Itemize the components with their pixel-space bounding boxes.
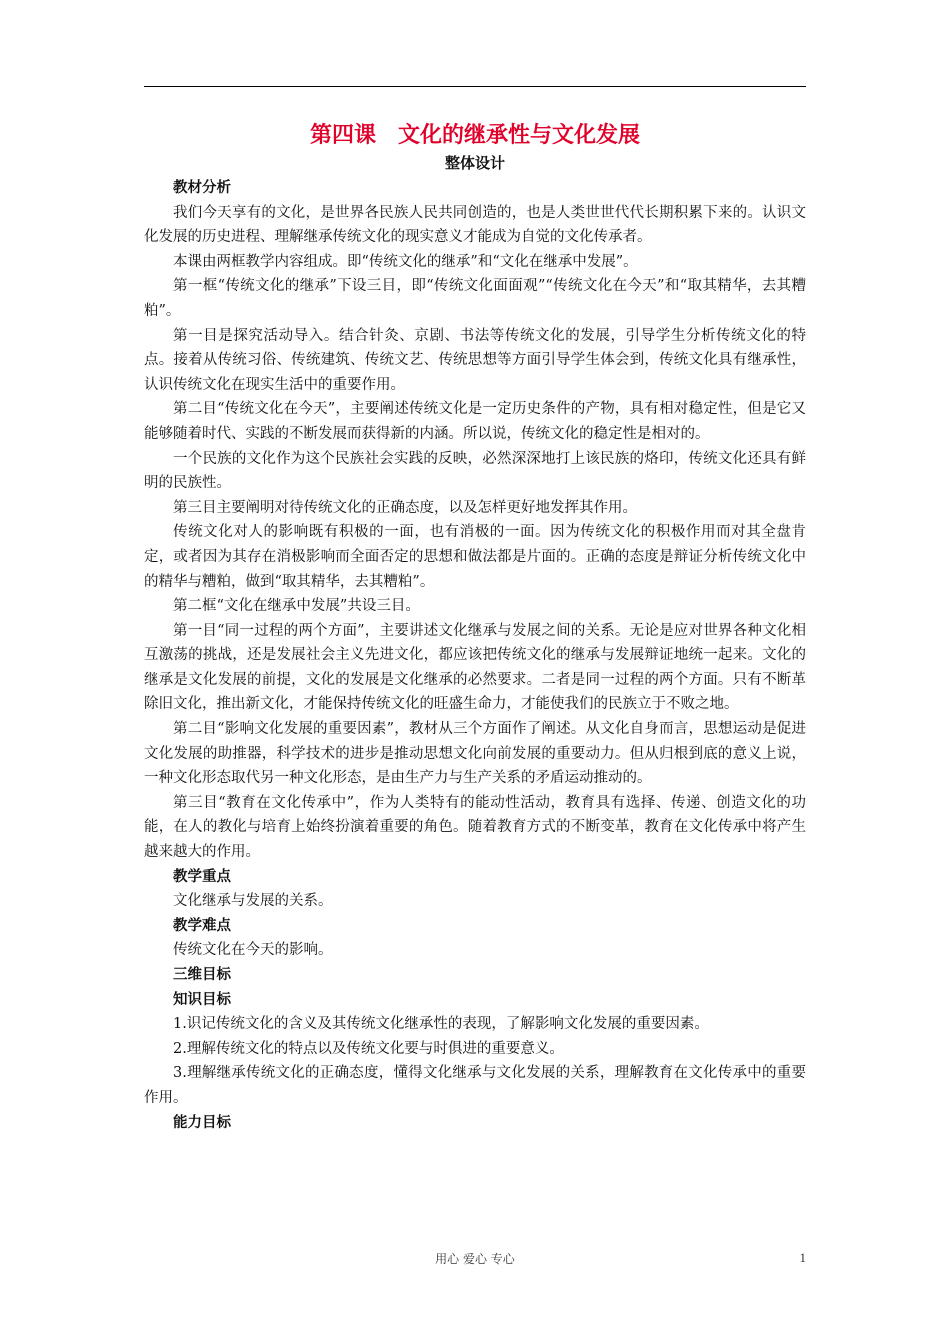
body-paragraph: 传统文化对人的影响既有积极的一面，也有消极的一面。因为传统文化的积极作用而对其全盘肯定，或者因为其存在消极影响而全面否定的思想和做法都是片面的。正确的态度是辩证分析传统文化中的精华与糟粕，做到“取其精华，去其糟粕”。 (144, 524, 806, 590)
body-paragraph: 本课由两框教学内容组成。即“传统文化的继承”和“文化在继承中发展”。 (173, 253, 638, 270)
body-paragraph: 1.识记传统文化的含义及其传统文化继承性的表现，了解影响文化发展的重要因素。 (173, 1016, 709, 1033)
section-heading: 教学难点 (173, 917, 231, 934)
document-body (144, 120, 806, 1135)
body-paragraph: 传统文化在今天的影响。 (173, 942, 333, 959)
lesson-title: 第四课 文化的继承性与文化发展 (309, 123, 640, 148)
body-paragraph: 第三目主要阐明对待传统文化的正确态度，以及怎样更好地发挥其作用。 (173, 499, 637, 516)
body-paragraph: 第二目“影响文化发展的重要因素”，教材从三个方面作了阐述。从文化自身而言，思想运动是促进文化发展的助推器，科学技术的进步是推动思想文化向前发展的重要动力。但从归根到底的意义上说，一种文化形态取代另一种文化形态，是由生产力与生产关系的矛盾运动推动的。 (144, 721, 806, 787)
section-heading: 能力目标 (173, 1114, 231, 1131)
header-rule (144, 86, 806, 87)
body-paragraph: 第一目是探究活动导入。结合针灸、京剧、书法等传统文化的发展，引导学生分析传统文化的特点。接着从传统习俗、传统建筑、传统文艺、传统思想等方面引导学生体会到，传统文化具有继承性，认识传统文化在现实生活中的重要作用。 (144, 327, 806, 393)
body-paragraph: 第三目“教育在文化传承中”，作为人类特有的能动性活动，教育具有选择、传递、创造文化的功能，在人的教化与培育上始终扮演着重要的角色。随着教育方式的不断变革，教育在文化传承中将产生越来越大的作用。 (144, 794, 806, 861)
section-heading: 知识目标 (173, 991, 231, 1008)
section-heading: 教材分析 (173, 180, 231, 196)
body-paragraph: 第一框“传统文化的继承”下设三目，即“传统文化面面观”“传统文化在今天”和“取其精华，去其糟粕”。 (144, 278, 806, 319)
body-paragraph: 我们今天享有的文化，是世界各民族人民共同创造的，也是人类世世代代长期积累下来的。认识文化发展的历史进程、理解继承传统文化的现实意义才能成为自觉的文化传承者。 (144, 204, 806, 246)
body-paragraph: 3.理解继承传统文化的正确态度，懂得文化继承与文化发展的关系，理解教育在文化传承中的重要作用。 (144, 1065, 806, 1106)
section-subtitle: 整体设计 (444, 154, 505, 172)
body-paragraph: 第二框“文化在继承中发展”共设三目。 (173, 598, 420, 615)
page-number: 1 (799, 1250, 806, 1265)
content-blocks (144, 176, 806, 1135)
section-heading: 教学重点 (173, 868, 231, 885)
body-paragraph: 文化继承与发展的关系。 (173, 893, 333, 910)
body-paragraph: 第二目“传统文化在今天”，主要阐述传统文化是一定历史条件的产物，具有相对稳定性，但是它又能够随着时代、实践的不断发展而获得新的内涵。所以说，传统文化的稳定性是相对的。 (144, 401, 806, 442)
section-heading: 三维目标 (173, 967, 231, 983)
body-paragraph: 2.理解传统文化的特点以及传统文化要与时俱进的重要意义。 (173, 1040, 564, 1057)
body-paragraph: 一个民族的文化作为这个民族社会实践的反映，必然深深地打上该民族的烙印，传统文化还具有鲜明的民族性。 (144, 450, 806, 492)
footer-motto: 用心 爱心 专心 (435, 1252, 515, 1266)
body-paragraph: 第一目“同一过程的两个方面”，主要讲述文化继承与发展之间的关系。无论是应对世界各种文化相互激荡的挑战，还是发展社会主义先进文化，都应该把传统文化的继承与发展辩证地统一起来。文化的继承是文化发展的前提，文化的发展是文化继承的必然要求。二者是同一过程的两个方面。只有不断革除旧文化，推出新文化，才能保持传统文化的旺盛生命力，才能使我们的民族立于不败之地。 (144, 622, 806, 713)
